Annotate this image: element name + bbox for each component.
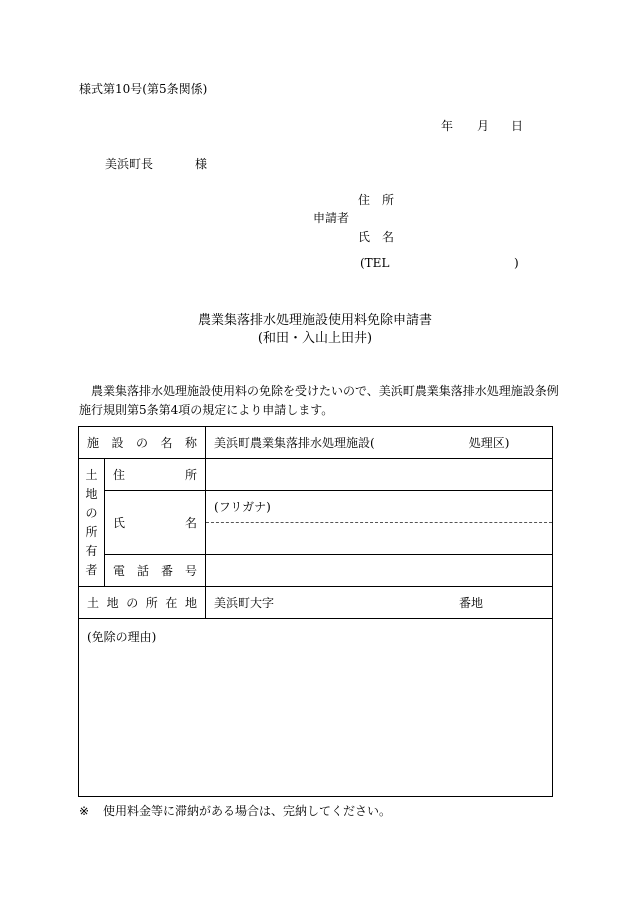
addressee-honorific: 様: [195, 157, 208, 171]
document-title: 農業集落排水処理施設使用料免除申請書: [197, 313, 432, 328]
reason-row: [79, 619, 553, 797]
applicant-label: 申請者: [313, 211, 350, 225]
facility-value-suffix: 処理区): [468, 436, 510, 450]
date-day: 日: [511, 119, 524, 133]
owner-name-label-cell: [105, 491, 206, 555]
location-row: [79, 587, 553, 619]
location-label-cell: [79, 587, 206, 619]
applicant-tel-open: (TEL: [360, 256, 390, 270]
applicant-address-label: 住 所: [358, 193, 395, 207]
body-text-line-1: 農業集落排水処理施設使用料の免除を受けたいので、美浜町農業集落排水処理施設条例: [91, 384, 559, 398]
footnote-text: 使用料金等に滞納がある場合は、完納してください。: [103, 804, 392, 818]
reason-label: (免除の理由): [87, 630, 157, 644]
owner-label-cell: [79, 459, 105, 587]
owner-address-label-cell: [105, 459, 206, 491]
form-number: 様式第10号(第5条関係): [79, 82, 208, 96]
owner-name-field[interactable]: [206, 522, 552, 554]
footnote-mark: ※: [79, 804, 90, 818]
owner-address-row: [79, 459, 553, 491]
phone-value[interactable]: [206, 555, 553, 587]
furigana-field[interactable]: [206, 491, 552, 522]
phone-label-cell: [105, 555, 206, 587]
document-subtitle: (和田・入山上田井): [257, 331, 373, 346]
reason-cell[interactable]: [79, 619, 553, 797]
phone-row: [79, 555, 553, 587]
location-prefix: 美浜町大字: [214, 596, 275, 610]
application-table: [78, 426, 553, 797]
applicant-tel-close: ): [514, 256, 519, 270]
date-month: 月: [477, 119, 490, 133]
facility-label-cell: [79, 427, 206, 459]
addressee-name: 美浜町長: [105, 157, 154, 171]
body-text-line-2: 施行規則第5条第4項の規定により申請します。: [79, 403, 334, 417]
location-value-cell[interactable]: [206, 587, 553, 619]
owner-name-value-cell[interactable]: [206, 491, 553, 555]
date-year: 年: [441, 119, 454, 133]
furigana-label: (フリガナ): [214, 500, 271, 514]
owner-address-label: 住 所: [113, 468, 198, 482]
facility-row: [79, 427, 553, 459]
owner-label: 土 地 の 所 有 者: [85, 467, 98, 577]
location-label: 土 地 の 所 在 地: [87, 596, 197, 610]
location-suffix: 番地: [459, 596, 484, 610]
facility-value-prefix: 美浜町農業集落排水処理施設(: [214, 436, 375, 450]
owner-name-row: [79, 491, 553, 555]
phone-label: 電 話 番 号: [113, 564, 198, 578]
facility-value-cell[interactable]: [206, 427, 553, 459]
owner-name-label: 氏 名: [113, 516, 198, 530]
facility-label: 施 設 の 名 称: [87, 436, 198, 450]
applicant-name-label: 氏 名: [358, 230, 395, 244]
owner-address-value[interactable]: [206, 459, 553, 491]
